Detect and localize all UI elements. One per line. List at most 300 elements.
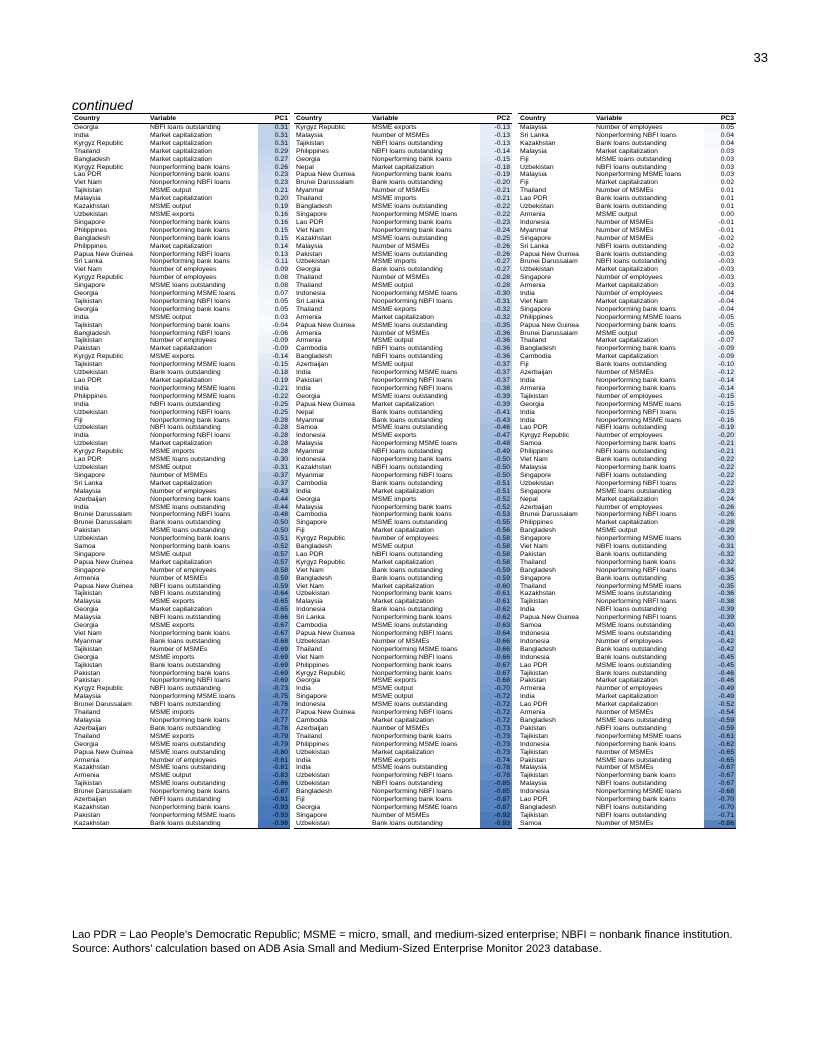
variable-cell: NBFI loans outstanding <box>372 448 443 456</box>
country-cell: Pakistan <box>74 669 101 677</box>
table-row <box>294 211 512 219</box>
pc1-header: PC1 <box>258 114 290 124</box>
loading-value-cell: -0.93 <box>258 812 290 820</box>
table-row <box>72 171 290 179</box>
table-row <box>518 559 736 567</box>
loading-value-cell: -0.39 <box>704 614 736 622</box>
country-cell: Singapore <box>74 566 105 574</box>
table-row <box>72 670 290 678</box>
variable-cell: Market capitalization <box>372 582 434 590</box>
country-cell: Georgia <box>296 803 321 811</box>
variable-cell: Number of MSMEs <box>596 218 654 226</box>
country-cell: Tajikistan <box>520 669 548 677</box>
variable-cell: MSME loans outstanding <box>372 764 448 772</box>
table-row <box>72 187 290 195</box>
variable-cell: Bank loans outstanding <box>370 820 480 828</box>
country-cell: Papua New Guinea <box>296 400 355 408</box>
loading-value-cell: 0.01 <box>704 187 736 195</box>
country-cell: Papua New Guinea <box>296 321 355 329</box>
variable-cell: Number of MSMEs <box>596 748 654 756</box>
variable-cell: Market capitalization <box>596 297 658 305</box>
table-row <box>72 282 290 290</box>
variable-cell: NBFI loans outstanding <box>596 163 667 171</box>
country-cell: Singapore <box>296 210 327 218</box>
country-cell: Uzbekistan <box>520 479 554 487</box>
table-row <box>294 124 512 132</box>
table-row <box>72 314 290 322</box>
variable-cell: NBFI loans outstanding <box>372 780 443 788</box>
loading-value-cell: -0.62 <box>480 614 512 622</box>
loading-value-cell: -0.19 <box>258 377 290 385</box>
loading-value-cell: -0.07 <box>704 337 736 345</box>
country-cell: Tajikistan <box>74 187 102 195</box>
loading-value-cell: -0.45 <box>704 654 736 662</box>
table-row <box>294 251 512 259</box>
loading-value-cell: -0.54 <box>704 709 736 717</box>
loading-value-cell: -0.39 <box>480 401 512 409</box>
table-row <box>294 812 512 820</box>
table-row <box>72 243 290 251</box>
country-cell: Pakistan <box>296 377 323 384</box>
loading-value-cell: -0.21 <box>480 187 512 195</box>
variable-cell: MSME loans outstanding <box>372 701 448 709</box>
variable-cell: MSME imports <box>150 709 195 717</box>
variable-cell: Market capitalization <box>150 131 212 139</box>
loading-value-cell: -0.13 <box>480 140 512 148</box>
table-row <box>518 424 736 432</box>
variable-cell: Bank loans outstanding <box>150 369 221 377</box>
pc2-table-body <box>294 124 512 829</box>
table-row <box>518 322 736 330</box>
loading-value-cell: -0.13 <box>480 124 512 132</box>
table-row <box>72 227 290 235</box>
country-cell: Georgia <box>74 606 99 614</box>
country-cell: Lao PDR <box>520 424 548 432</box>
country-cell: Papua New Guinea <box>74 582 133 590</box>
table-row <box>294 290 512 298</box>
table-row <box>294 820 512 828</box>
variable-cell: Bank loans outstanding <box>372 479 443 487</box>
loading-value-cell: 0.31 <box>258 140 290 148</box>
country-cell: Azerbaijan <box>520 369 553 377</box>
variable-cell: Number of employees <box>150 487 217 495</box>
loading-value-cell: -0.68 <box>480 677 512 685</box>
variable-cell: Number of employees <box>150 756 217 764</box>
table-row <box>294 709 512 717</box>
table-row <box>294 219 512 227</box>
table-row <box>518 630 736 638</box>
country-cell: Kyrgyz Republic <box>296 124 346 131</box>
country-cell: Indonesia <box>520 218 550 226</box>
variable-cell: Nonperforming NBFI loans <box>150 408 231 416</box>
loading-value-cell: -0.67 <box>704 764 736 772</box>
loading-value-cell: 0.14 <box>258 243 290 251</box>
country-cell: India <box>74 432 89 440</box>
variable-cell: MSME exports <box>372 124 417 131</box>
pc1-table-body <box>72 124 290 829</box>
country-cell: Indonesia <box>296 456 326 464</box>
table-row <box>72 235 290 243</box>
variable-cell: MSME output <box>150 772 192 780</box>
loading-value-cell: -0.91 <box>258 796 290 804</box>
country-cell: Singapore <box>520 535 551 543</box>
variable-header: Variable <box>594 114 704 124</box>
country-cell: Philippines <box>74 242 107 250</box>
variable-header: Variable <box>370 114 480 124</box>
country-cell: Indonesia <box>520 637 550 645</box>
table-row <box>518 480 736 488</box>
loading-value-cell: -0.71 <box>704 812 736 820</box>
variable-cell: Bank loans outstanding <box>372 574 443 582</box>
country-cell: Uzbekistan <box>74 408 108 416</box>
variable-cell: MSME loans outstanding <box>596 155 672 163</box>
country-cell: Cambodia <box>296 622 327 630</box>
loading-value-cell: -0.05 <box>704 314 736 322</box>
table-row <box>294 488 512 496</box>
table-row <box>518 622 736 630</box>
variable-cell: Number of employees <box>372 535 439 543</box>
variable-cell: MSME imports <box>372 195 417 203</box>
country-cell: Papua New Guinea <box>74 558 133 566</box>
table-row <box>294 266 512 274</box>
table-row <box>294 701 512 709</box>
variable-cell: Nonperforming bank loans <box>596 384 676 392</box>
loading-value-cell: -0.66 <box>480 654 512 662</box>
table-row <box>72 322 290 330</box>
variable-cell: Nonperforming MSME loans <box>372 290 458 298</box>
loading-value-cell: -0.58 <box>480 543 512 551</box>
country-cell: Cambodia <box>296 479 327 487</box>
loading-value-cell: -0.58 <box>480 535 512 543</box>
loading-value-cell: -0.27 <box>480 258 512 266</box>
loading-value-cell: -0.86 <box>704 820 736 828</box>
loading-value-cell: -0.03 <box>704 266 736 274</box>
loading-value-cell: -0.43 <box>258 488 290 496</box>
country-cell: Uzbekistan <box>520 266 554 274</box>
table-row <box>72 504 290 512</box>
country-cell: Armenia <box>74 756 100 764</box>
table-row <box>518 772 736 780</box>
variable-cell: Nonperforming NBFI loans <box>372 653 453 661</box>
table-row <box>518 504 736 512</box>
loading-value-cell: -0.51 <box>480 480 512 488</box>
variable-cell: Number of MSMEs <box>596 369 654 377</box>
variable-cell: Market capitalization <box>372 748 434 756</box>
country-cell: Pakistan <box>520 756 547 764</box>
table-row <box>294 685 512 693</box>
table-row <box>72 725 290 733</box>
variable-cell: Nonperforming bank loans <box>596 772 676 780</box>
loading-value-cell: 0.31 <box>258 124 290 132</box>
country-cell: Malaysia <box>520 147 547 155</box>
variable-cell: NBFI loans outstanding <box>596 471 667 479</box>
country-cell: Kazakhstan <box>296 234 332 242</box>
table-row <box>294 258 512 266</box>
country-cell: Armenia <box>74 772 100 780</box>
variable-cell: MSME output <box>596 527 638 535</box>
loading-value-cell: -0.62 <box>480 606 512 614</box>
variable-cell: Nonperforming MSME loans <box>372 645 458 653</box>
variable-cell: MSME loans outstanding <box>596 716 672 724</box>
variable-cell: Nonperforming NBFI loans <box>596 598 677 606</box>
country-cell: India <box>520 290 535 298</box>
country-cell: Armenia <box>520 709 546 717</box>
table-row <box>518 583 736 591</box>
loading-value-cell: -0.58 <box>480 559 512 567</box>
loading-value-cell: -0.14 <box>480 148 512 156</box>
variable-cell: Nonperforming MSME loans <box>372 369 458 377</box>
loading-value-cell: -0.63 <box>480 622 512 630</box>
country-cell: Georgia <box>74 305 99 313</box>
table-row <box>518 488 736 496</box>
country-cell: Thailand <box>296 732 323 740</box>
country-cell: India <box>520 408 535 416</box>
loading-value-cell: -0.65 <box>704 757 736 765</box>
table-row <box>294 195 512 203</box>
table-row <box>72 606 290 614</box>
table-row <box>518 606 736 614</box>
table-row <box>294 622 512 630</box>
country-cell: India <box>296 685 311 693</box>
table-row <box>72 654 290 662</box>
table-row <box>72 677 290 685</box>
country-cell: Georgia <box>296 392 321 400</box>
variable-cell: Bank loans outstanding <box>596 203 667 211</box>
country-cell: Cambodia <box>296 345 327 353</box>
loading-value-cell: -0.20 <box>480 179 512 187</box>
country-cell: Tajikistan <box>74 645 102 653</box>
table-row <box>72 330 290 338</box>
variable-cell: Market capitalization <box>150 147 212 155</box>
loading-value-cell: -0.44 <box>258 504 290 512</box>
variable-cell: Number of MSMEs <box>150 471 208 479</box>
variable-cell: Market capitalization <box>372 598 434 606</box>
table-row <box>518 749 736 757</box>
variable-cell: Market capitalization <box>150 479 212 487</box>
country-cell: Singapore <box>520 305 551 313</box>
loading-value-cell: -0.59 <box>480 575 512 583</box>
table-row <box>72 701 290 709</box>
country-cell: Samoa <box>296 424 318 432</box>
loading-value-cell: 0.23 <box>258 179 290 187</box>
table-row <box>72 195 290 203</box>
country-cell: Myanmar <box>296 416 325 424</box>
loading-value-cell: -0.15 <box>480 156 512 164</box>
variable-cell: Bank loans outstanding <box>372 606 443 614</box>
loading-value-cell: 0.05 <box>704 124 736 132</box>
loading-value-cell: -0.57 <box>258 551 290 559</box>
loading-value-cell: -0.23 <box>480 219 512 227</box>
variable-cell: Nonperforming bank loans <box>150 416 230 424</box>
variable-cell: Number of MSMEs <box>372 131 430 139</box>
variable-cell: MSME loans outstanding <box>150 740 226 748</box>
loading-value-cell: -0.31 <box>258 464 290 472</box>
table-row <box>294 393 512 401</box>
loading-value-cell: -0.41 <box>704 630 736 638</box>
loading-value-cell: -0.67 <box>258 622 290 630</box>
table-row <box>72 417 290 425</box>
variable-cell: Nonperforming MSME loans <box>150 693 236 701</box>
table-row <box>518 156 736 164</box>
table-row <box>294 314 512 322</box>
table-row <box>72 124 290 132</box>
variable-cell: Number of MSMEs <box>372 187 430 195</box>
table-row <box>294 496 512 504</box>
country-cell: India <box>520 416 535 424</box>
country-cell: Thailand <box>520 582 547 590</box>
table-row <box>518 179 736 187</box>
pc1-table <box>72 113 290 829</box>
country-cell: Azerbaijan <box>74 495 107 503</box>
loading-value-cell: -0.32 <box>704 551 736 559</box>
country-cell: Cambodia <box>296 511 327 519</box>
variable-cell: NBFI loans outstanding <box>596 803 667 811</box>
country-cell: Viet Nam <box>296 226 324 234</box>
country-cell: Fiji <box>296 796 305 804</box>
loading-value-cell: -0.49 <box>704 693 736 701</box>
table-row <box>518 432 736 440</box>
variable-cell: Nonperforming NBFI loans <box>596 511 677 519</box>
country-cell: Philippines <box>296 740 329 748</box>
variable-cell: Market capitalization <box>150 377 212 384</box>
table-row <box>72 132 290 140</box>
country-cell: Uzbekistan <box>74 369 108 377</box>
country-cell: Brunei Darussalam <box>520 329 578 337</box>
loading-value-cell: -0.67 <box>480 662 512 670</box>
loading-value-cell: 0.13 <box>258 251 290 259</box>
pc2-table <box>294 113 512 829</box>
country-cell: Kyrgyz Republic <box>520 432 570 440</box>
variable-cell: Nonperforming MSME loans <box>150 811 236 819</box>
table-row <box>518 306 736 314</box>
loading-value-cell: -0.26 <box>480 251 512 259</box>
loading-value-cell: -0.25 <box>258 401 290 409</box>
table-row <box>518 274 736 282</box>
loading-value-cell: -0.48 <box>258 511 290 519</box>
country-cell: Lao PDR <box>520 195 548 203</box>
country-cell: Uzbekistan <box>296 590 330 598</box>
variable-cell: MSME exports <box>150 210 195 218</box>
table-row <box>518 812 736 820</box>
pca-loadings-tables <box>72 113 732 928</box>
country-cell: Bangladesh <box>296 543 332 551</box>
loading-value-cell: -0.16 <box>704 417 736 425</box>
table-caption: continued <box>72 97 133 113</box>
country-cell: Bangladesh <box>520 645 556 653</box>
country-cell: Kyrgyz Republic <box>296 558 346 566</box>
country-cell: Malaysia <box>74 716 101 724</box>
loading-value-cell: -0.73 <box>480 741 512 749</box>
country-cell: Brunei Darussalam <box>520 511 578 519</box>
variable-cell: MSME loans outstanding <box>372 203 448 211</box>
loading-value-cell: -0.09 <box>704 345 736 353</box>
loading-value-cell: 0.16 <box>258 211 290 219</box>
loading-value-cell: -0.68 <box>258 638 290 646</box>
country-cell: Malaysia <box>296 242 323 250</box>
country-cell: Fiji <box>74 416 83 424</box>
country-cell: Malaysia <box>74 693 101 701</box>
variable-cell: Bank loans outstanding <box>150 661 221 669</box>
loading-value-cell: 0.03 <box>704 156 736 164</box>
country-cell: Singapore <box>74 550 105 558</box>
loading-value-cell: -0.73 <box>480 725 512 733</box>
loading-value-cell: -0.14 <box>704 385 736 393</box>
loading-value-cell: -0.28 <box>258 417 290 425</box>
variable-cell: Nonperforming bank loans <box>372 661 452 669</box>
variable-cell: Bank loans outstanding <box>372 566 443 574</box>
variable-cell: Nonperforming bank loans <box>150 716 230 724</box>
table-row <box>72 788 290 796</box>
variable-cell: Nonperforming NBFI loans <box>372 377 453 384</box>
variable-cell: Nonperforming MSME loans <box>372 440 458 448</box>
country-cell: Sri Lanka <box>296 614 325 622</box>
loading-value-cell: -0.61 <box>704 733 736 741</box>
country-cell: Azerbaijan <box>296 361 329 369</box>
loading-value-cell: -0.03 <box>704 258 736 266</box>
loading-value-cell: -0.14 <box>704 377 736 385</box>
loading-value-cell: -0.04 <box>704 298 736 306</box>
country-cell: India <box>296 369 311 377</box>
country-cell: Indonesia <box>520 653 550 661</box>
loading-value-cell: -0.59 <box>480 567 512 575</box>
loading-value-cell: -0.73 <box>480 749 512 757</box>
table-row <box>518 717 736 725</box>
loading-value-cell: -0.78 <box>480 764 512 772</box>
variable-cell: MSME loans outstanding <box>596 487 672 495</box>
table-row <box>72 432 290 440</box>
table-row <box>72 290 290 298</box>
loading-value-cell: -0.36 <box>480 353 512 361</box>
table-row <box>518 148 736 156</box>
variable-cell: Nonperforming MSME loans <box>150 392 236 400</box>
table-row <box>518 440 736 448</box>
loading-value-cell: -0.32 <box>480 314 512 322</box>
country-cell: Samoa <box>520 622 542 630</box>
country-cell: Singapore <box>74 282 105 290</box>
variable-cell: Number of MSMEs <box>150 645 208 653</box>
table-row <box>294 662 512 670</box>
table-row <box>294 519 512 527</box>
loading-value-cell: -0.30 <box>704 535 736 543</box>
table-row <box>72 369 290 377</box>
loading-value-cell: -0.38 <box>480 385 512 393</box>
table-row <box>518 417 736 425</box>
country-cell: Georgia <box>296 155 321 163</box>
country-cell: Indonesia <box>520 788 550 796</box>
country-cell: Brunei Darussalam <box>520 258 578 266</box>
variable-cell: MSME output <box>150 463 192 471</box>
loading-value-cell: -0.18 <box>480 164 512 172</box>
loading-value-cell: -0.61 <box>480 598 512 606</box>
variable-cell: NBFI loans outstanding <box>150 582 221 590</box>
table-row <box>294 179 512 187</box>
table-row <box>72 424 290 432</box>
variable-cell: MSME output <box>372 693 414 701</box>
table-row <box>72 480 290 488</box>
country-cell: Viet Nam <box>74 630 102 637</box>
variable-cell: Nonperforming NBFI loans <box>596 614 677 622</box>
country-cell: Tajikistan <box>74 661 102 669</box>
loading-value-cell: -0.70 <box>480 685 512 693</box>
variable-cell: NBFI loans outstanding <box>596 811 667 819</box>
variable-cell: MSME exports <box>150 353 195 361</box>
variable-cell: Market capitalization <box>372 716 434 724</box>
loading-value-cell: -0.03 <box>704 282 736 290</box>
country-cell: Kyrgyz Republic <box>296 669 346 677</box>
loading-value-cell: 0.08 <box>258 282 290 290</box>
country-cell: Indonesia <box>296 432 326 440</box>
table-row <box>518 662 736 670</box>
